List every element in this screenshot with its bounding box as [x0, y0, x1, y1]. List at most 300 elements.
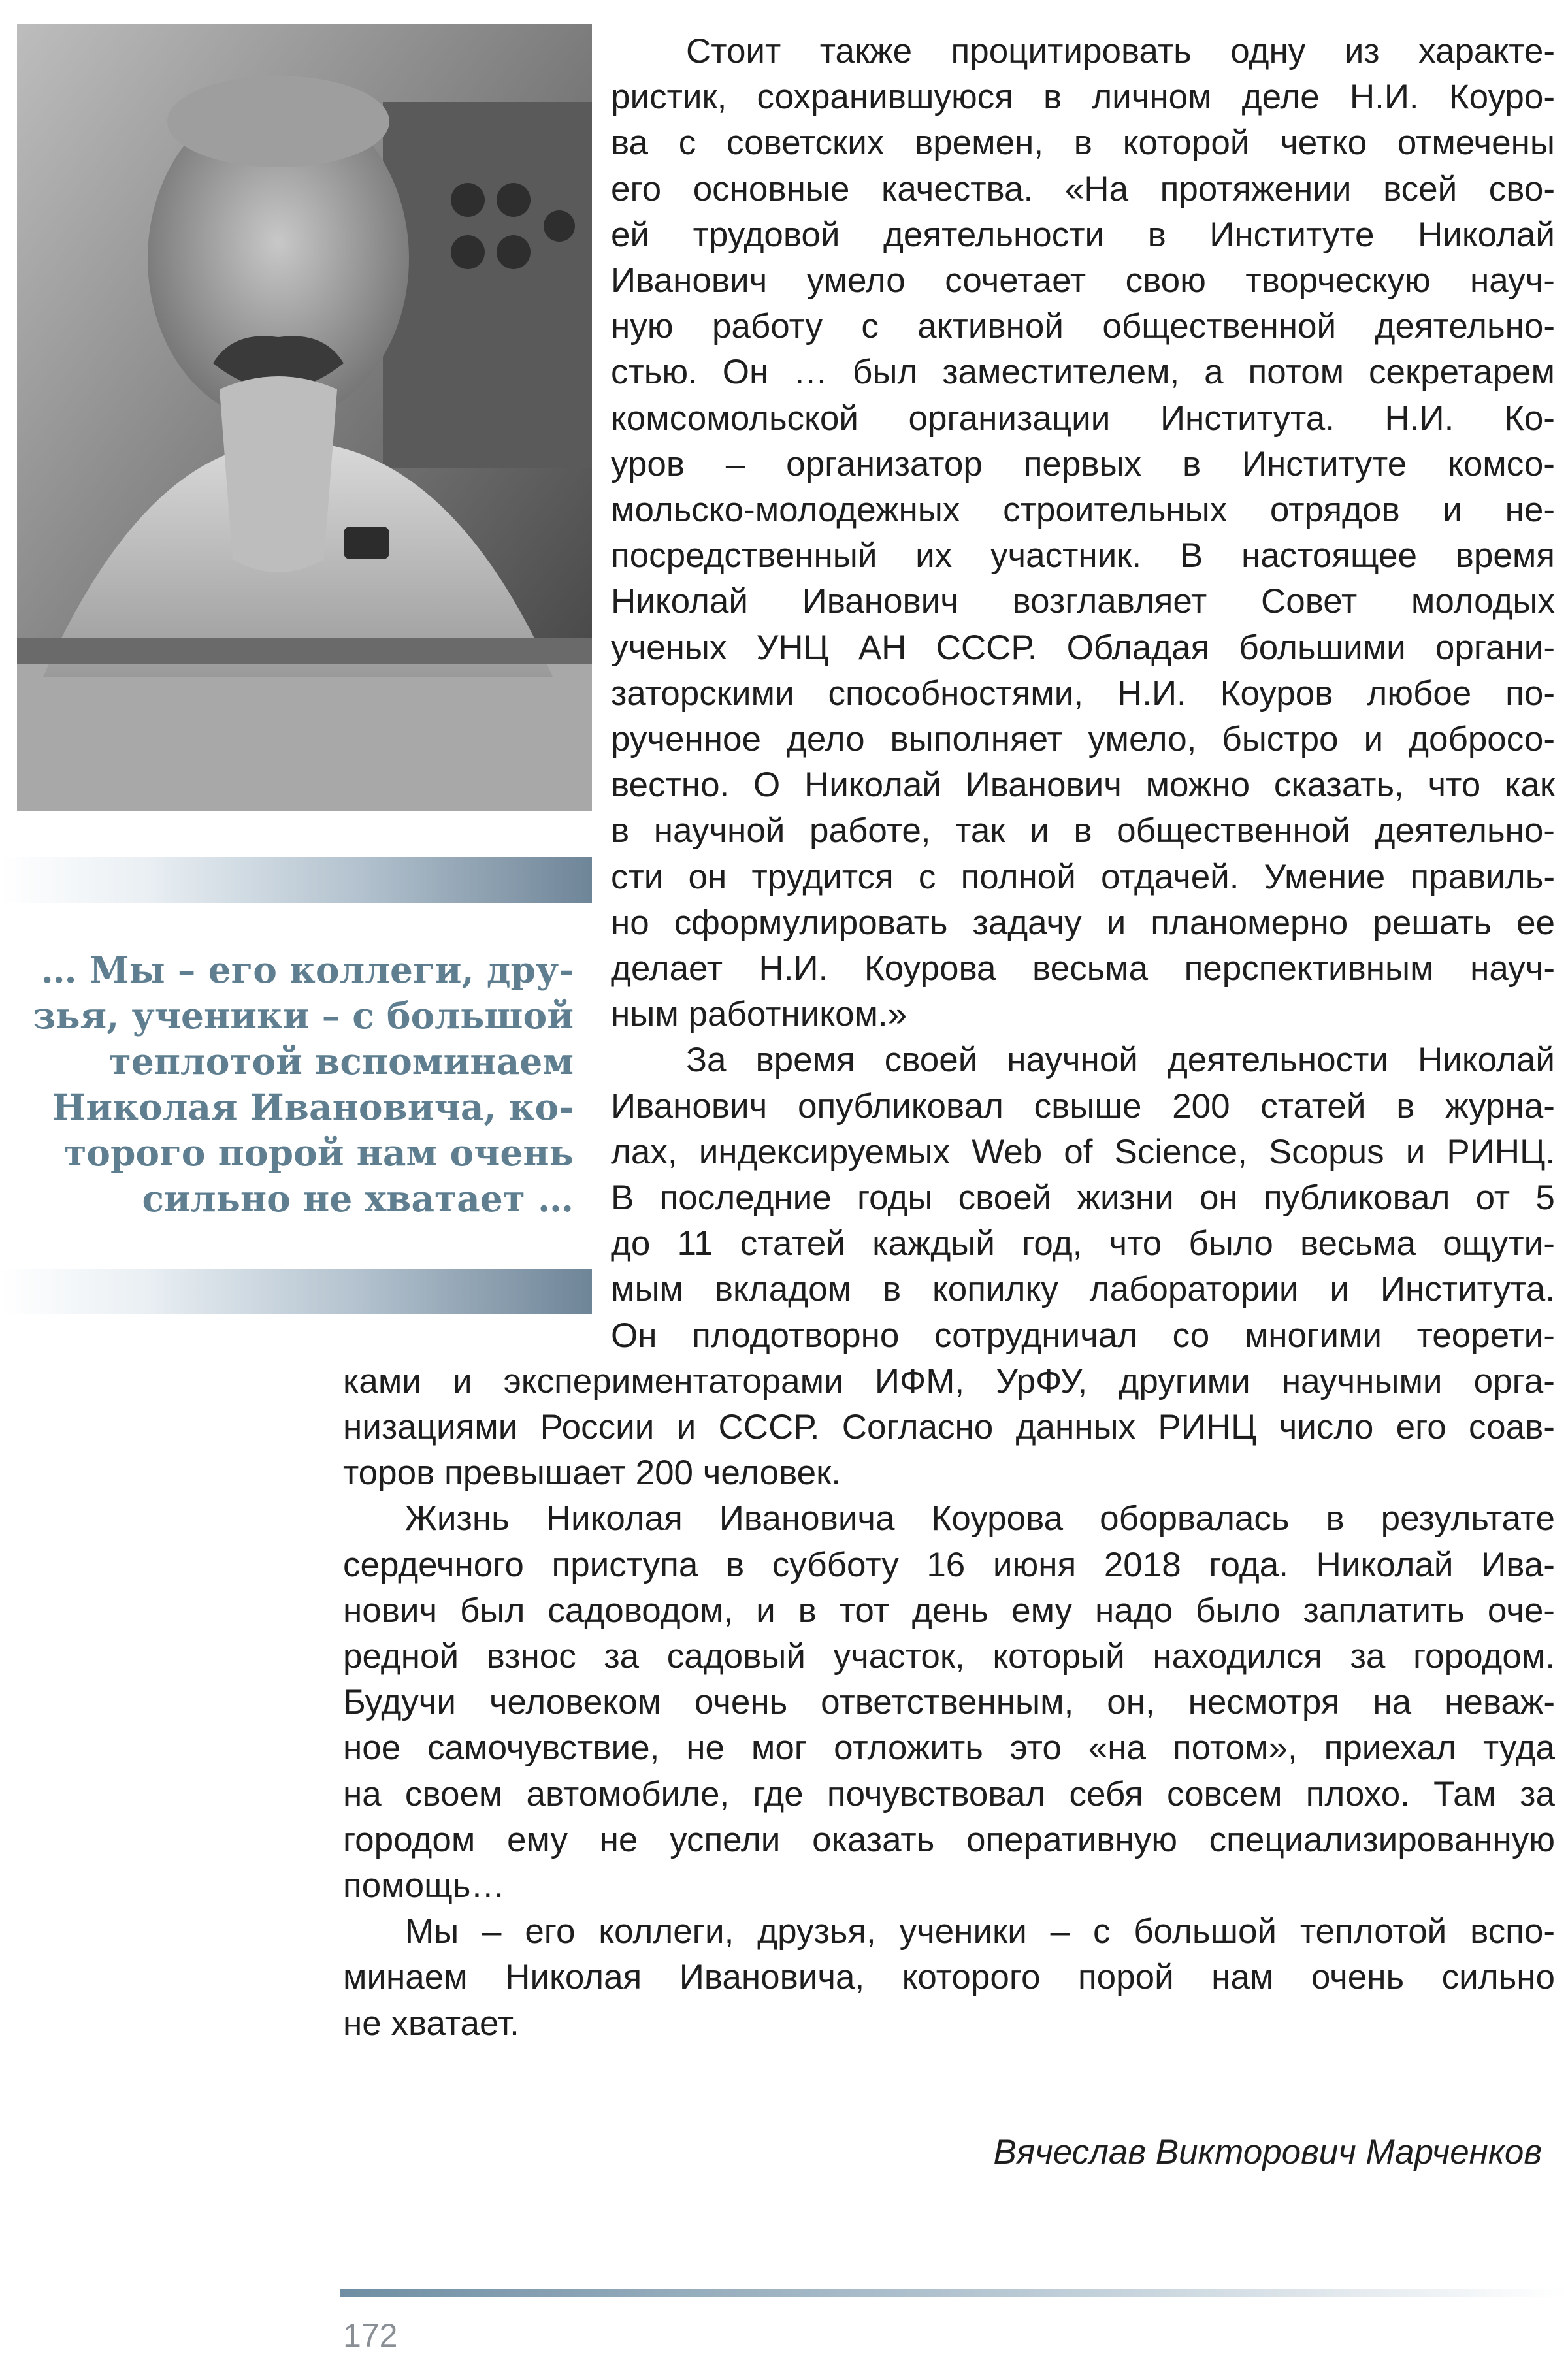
- body-word: Института.: [1160, 399, 1335, 438]
- body-word: Обладая: [1066, 628, 1210, 667]
- author-signature: Вячеслав Викторович Марченков: [993, 2133, 1542, 2172]
- body-word: туда: [1482, 1729, 1555, 1768]
- body-word: участок,: [833, 1637, 965, 1676]
- body-word: сохранившуюся: [757, 78, 1013, 117]
- body-word: В: [611, 1179, 634, 1217]
- body-line: [611, 167, 1555, 212]
- body-word: орга-: [1473, 1361, 1555, 1401]
- body-line: [611, 74, 1555, 120]
- body-word: всей: [1383, 169, 1458, 208]
- body-word: за: [1520, 1774, 1555, 1814]
- body-line: [611, 304, 1555, 350]
- body-word: не: [599, 1820, 638, 1859]
- body-word: городом.: [1413, 1637, 1555, 1676]
- body-word: Николай: [1418, 215, 1555, 254]
- body-word: с: [678, 123, 696, 163]
- pull-quote-line: теплотой вспоминаем: [108, 1040, 574, 1082]
- body-word: За: [686, 1041, 727, 1080]
- body-line: [343, 1725, 1555, 1771]
- body-word: Н.И.: [1117, 674, 1186, 713]
- body-word: минаем: [343, 1958, 468, 1997]
- body-word: «на: [1088, 1729, 1146, 1768]
- body-word: который: [992, 1637, 1125, 1676]
- body-word: первых: [1023, 444, 1142, 483]
- body-word: было: [1188, 1224, 1273, 1263]
- body-word: вспо-: [1470, 1912, 1555, 1951]
- body-line: [611, 120, 1555, 166]
- body-word: В: [1179, 536, 1203, 576]
- body-word: и: [756, 1591, 776, 1630]
- body-line: [611, 625, 1555, 671]
- body-word: Институте: [1209, 215, 1375, 254]
- body-word: совсем: [1166, 1774, 1282, 1814]
- body-word: городом: [343, 1820, 476, 1859]
- body-word: садовый: [666, 1637, 806, 1676]
- body-word: решать: [1373, 903, 1492, 942]
- body-line: [611, 808, 1555, 854]
- body-word: и: [1106, 903, 1126, 942]
- body-word: органи-: [1435, 628, 1555, 667]
- body-line: [343, 1680, 1555, 1725]
- body-word: Николай: [1316, 1545, 1454, 1584]
- body-line: [343, 2001, 1555, 2047]
- body-word: их: [915, 536, 953, 576]
- body-word: соав-: [1469, 1408, 1555, 1446]
- body-word: активной: [917, 307, 1064, 346]
- body-word: сказать,: [1273, 766, 1404, 805]
- body-word: качества.: [881, 169, 1034, 208]
- body-line: [611, 762, 1555, 808]
- body-word: из: [1344, 32, 1380, 71]
- body-word: от: [1475, 1179, 1511, 1217]
- body-word: неваж-: [1445, 1683, 1555, 1722]
- body-word: нович: [343, 1591, 438, 1630]
- body-word: плодотворно: [692, 1316, 900, 1355]
- body-word: Иванович: [965, 766, 1122, 805]
- body-word: в: [1147, 215, 1166, 254]
- body-word: нам: [1211, 1958, 1274, 1997]
- body-word: сотрудничал: [934, 1316, 1138, 1355]
- body-word: что: [1109, 1224, 1162, 1263]
- body-word: в: [1073, 123, 1092, 163]
- body-word: научной: [1007, 1041, 1138, 1080]
- body-word: Будучи: [343, 1683, 457, 1722]
- body-line-text: не хватает.: [343, 2004, 519, 2043]
- body-word: Николая: [546, 1499, 683, 1538]
- body-word: взнос: [486, 1637, 576, 1676]
- body-word: УНЦ: [756, 628, 829, 667]
- body-line: [343, 1817, 1555, 1863]
- body-word: так: [955, 811, 1005, 851]
- body-line: [611, 1084, 1555, 1130]
- body-line: [611, 1267, 1555, 1312]
- body-word: вестно.: [611, 766, 730, 805]
- pull-quote-line: торого порой нам очень: [64, 1131, 574, 1174]
- body-line: [405, 1909, 1555, 1955]
- body-line: [343, 1450, 1555, 1496]
- body-word: Н.И.: [1384, 399, 1454, 438]
- body-word: теорети-: [1416, 1316, 1555, 1355]
- body-word: заместителем,: [942, 353, 1180, 392]
- body-word: оче-: [1487, 1591, 1555, 1630]
- body-word: день: [911, 1591, 989, 1630]
- pull-quote-line: сильно не хватает …: [142, 1177, 574, 1220]
- body-word: несмотря: [1188, 1683, 1340, 1722]
- body-word: он: [1199, 1179, 1238, 1217]
- body-word: умело: [806, 261, 906, 300]
- body-word: планомерно: [1151, 903, 1348, 942]
- body-word: его: [1396, 1408, 1446, 1446]
- body-word: садоводом,: [547, 1591, 734, 1630]
- body-word: до: [611, 1224, 651, 1263]
- body-word: сформулировать: [674, 903, 948, 942]
- body-word: Коуро-: [1448, 78, 1555, 117]
- body-word: в: [611, 811, 630, 851]
- body-word: Он: [611, 1316, 657, 1355]
- body-word: редной: [343, 1637, 459, 1676]
- body-line: [343, 1542, 1555, 1588]
- body-line: [611, 487, 1555, 533]
- body-word: выполняет: [890, 720, 1063, 758]
- body-word: ее: [1516, 903, 1555, 942]
- body-word: на: [1373, 1683, 1412, 1722]
- body-word: деле: [1241, 78, 1320, 117]
- body-line: [343, 1588, 1555, 1634]
- body-word: Николай: [611, 582, 748, 621]
- pull-quote: [7, 947, 574, 1222]
- body-word: в: [882, 1270, 902, 1309]
- body-word: что: [1428, 766, 1481, 805]
- body-word: деятельно-: [1375, 307, 1555, 346]
- body-word: протяжении: [1160, 169, 1352, 208]
- body-word: творческую: [1245, 261, 1431, 300]
- body-word: СССР.: [718, 1408, 820, 1446]
- body-word: четко: [1280, 123, 1367, 163]
- body-word: Ко-: [1503, 399, 1555, 438]
- body-word: 16: [926, 1545, 966, 1584]
- body-word: и: [1443, 491, 1462, 529]
- body-word: он: [688, 857, 727, 896]
- body-line: [611, 579, 1555, 625]
- body-word: процитировать: [951, 32, 1192, 71]
- body-word: комсомольской: [611, 399, 858, 438]
- body-word: где: [753, 1774, 804, 1814]
- body-word: Умение: [1264, 857, 1386, 896]
- body-word: потом: [1248, 353, 1345, 392]
- body-word: 11: [677, 1224, 713, 1263]
- body-word: данных: [1015, 1408, 1136, 1446]
- body-word: Ивановича: [719, 1499, 895, 1538]
- body-word: был: [853, 353, 918, 392]
- body-word: Иванович: [802, 582, 958, 621]
- body-word: Жизнь: [405, 1499, 510, 1538]
- body-word: России: [540, 1408, 655, 1446]
- body-word: рученное: [611, 720, 761, 758]
- body-word: свою: [1125, 261, 1206, 300]
- body-word: задачу: [972, 903, 1082, 942]
- body-word: отмечены: [1397, 123, 1555, 163]
- body-word: делает: [611, 949, 723, 988]
- body-word: науч-: [1470, 949, 1555, 988]
- body-word: Иванович: [611, 1086, 768, 1126]
- portrait-photo: [17, 24, 592, 811]
- body-word: экспериментаторами: [503, 1361, 843, 1401]
- body-word: в: [1073, 811, 1092, 851]
- body-word: заторскими: [611, 674, 794, 713]
- body-word: и: [1364, 720, 1384, 758]
- body-word: уров: [611, 444, 685, 483]
- body-word: организации: [908, 399, 1111, 438]
- body-word: опубликовал: [797, 1086, 1004, 1126]
- body-word: ему: [506, 1820, 568, 1859]
- body-word: Николая: [505, 1958, 642, 1997]
- body-word: за: [1350, 1637, 1386, 1676]
- body-word: Мы: [405, 1912, 459, 1951]
- body-word: плохо.: [1305, 1774, 1410, 1814]
- body-word: АН: [858, 628, 907, 667]
- body-word: научной: [653, 811, 785, 851]
- body-line: [611, 1175, 1555, 1221]
- body-word: сердечного: [343, 1545, 524, 1584]
- body-line-text: помощь…: [343, 1866, 506, 1905]
- body-word: –: [482, 1912, 502, 1951]
- body-word: своей: [958, 1179, 1052, 1217]
- body-line: [343, 1955, 1555, 2000]
- body-word: жизни: [1077, 1179, 1174, 1217]
- body-word: 5: [1535, 1179, 1555, 1217]
- body-word: в: [1043, 78, 1062, 117]
- body-word: человеком: [489, 1683, 661, 1722]
- quote-band-top: [0, 857, 592, 903]
- body-line: [611, 900, 1555, 946]
- body-word: работе,: [809, 811, 931, 851]
- body-word: Коуров: [1220, 674, 1333, 713]
- body-word: ками: [343, 1361, 421, 1401]
- body-word: по-: [1505, 674, 1555, 713]
- body-word: Web: [972, 1132, 1043, 1171]
- body-word: индексируемых: [698, 1132, 951, 1171]
- body-word: Scopus: [1268, 1132, 1384, 1171]
- body-word: секретарем: [1369, 353, 1555, 392]
- body-word: of: [1064, 1132, 1093, 1171]
- body-word: деятельности: [883, 215, 1105, 254]
- body-line-text: ным работником.»: [611, 995, 907, 1034]
- body-word: с: [1092, 1912, 1111, 1951]
- body-word: добросо-: [1409, 720, 1555, 758]
- body-line: [611, 533, 1555, 579]
- body-word: год,: [1022, 1224, 1083, 1263]
- body-word: ва: [611, 123, 649, 163]
- body-word: характе-: [1418, 32, 1555, 71]
- body-word: умело,: [1088, 720, 1197, 758]
- body-word: УрФУ,: [996, 1361, 1088, 1401]
- body-word: СССР.: [936, 628, 1037, 667]
- body-word: своем: [404, 1774, 503, 1814]
- body-word: –: [725, 444, 745, 483]
- body-line: [343, 1634, 1555, 1680]
- body-word: лаборатории: [1089, 1270, 1299, 1309]
- body-line: [611, 1130, 1555, 1175]
- body-word: ИФМ,: [874, 1361, 965, 1401]
- body-line: [611, 1221, 1555, 1267]
- body-word: любое: [1367, 674, 1472, 713]
- body-word: О: [753, 766, 781, 805]
- body-word: как: [1504, 766, 1555, 805]
- body-word: другими: [1119, 1361, 1250, 1401]
- body-word: тот: [839, 1591, 889, 1630]
- body-word: в: [1326, 1499, 1345, 1538]
- body-word: сво-: [1488, 169, 1555, 208]
- body-word: Там: [1433, 1774, 1496, 1814]
- body-word: субботу: [772, 1545, 899, 1584]
- body-word: Николай: [1418, 1041, 1555, 1080]
- body-word: порой: [1077, 1958, 1174, 1997]
- body-word: деятельности: [1167, 1041, 1389, 1080]
- quote-band-bottom: [0, 1269, 592, 1314]
- body-word: с: [861, 307, 879, 346]
- body-word: мым: [611, 1270, 683, 1309]
- body-word: большой: [1134, 1912, 1277, 1951]
- body-word: Коурова: [931, 1499, 1064, 1538]
- portrait-illustration: [17, 24, 592, 811]
- body-word: число: [1279, 1408, 1374, 1446]
- body-word: низациями: [343, 1408, 518, 1446]
- body-word: также: [819, 32, 913, 71]
- body-word: был: [460, 1591, 525, 1630]
- body-word: время: [1455, 536, 1555, 576]
- body-line: [405, 1496, 1555, 1542]
- body-line: [686, 29, 1555, 74]
- body-line: [343, 1772, 1555, 1817]
- body-word: времен,: [915, 123, 1044, 163]
- body-word: со: [1172, 1316, 1210, 1355]
- body-word: находился: [1152, 1637, 1322, 1676]
- body-word: основные: [693, 169, 850, 208]
- body-word: результате: [1380, 1499, 1555, 1538]
- body-word: весьма: [1032, 949, 1149, 988]
- body-line: [611, 1313, 1555, 1359]
- body-word: Он: [722, 353, 769, 392]
- body-line: [611, 992, 1555, 1037]
- body-word: статей: [740, 1224, 845, 1263]
- body-word: Ива-: [1481, 1545, 1555, 1584]
- body-word: ответственным,: [821, 1683, 1074, 1722]
- body-word: сти: [611, 857, 664, 896]
- body-word: публиковал: [1263, 1179, 1450, 1217]
- body-word: трудовой: [693, 215, 840, 254]
- body-word: июня: [992, 1545, 1077, 1584]
- body-word: свыше: [1034, 1086, 1142, 1126]
- body-word: Ивановича,: [679, 1958, 865, 1997]
- body-word: участник.: [990, 536, 1142, 576]
- body-word: сочетает: [945, 261, 1086, 300]
- body-word: теплотой: [1299, 1912, 1447, 1951]
- body-word: своей: [884, 1041, 978, 1080]
- body-word: одну: [1230, 32, 1306, 71]
- body-word: деятельно-: [1375, 811, 1555, 851]
- body-word: автомобиле,: [526, 1774, 730, 1814]
- body-word: на: [343, 1774, 382, 1814]
- body-word: Николай: [804, 766, 941, 805]
- body-word: Science,: [1114, 1132, 1247, 1171]
- body-word: надо: [1095, 1591, 1173, 1630]
- body-word: это: [1009, 1729, 1062, 1768]
- body-word: и: [453, 1361, 472, 1401]
- body-word: и: [1330, 1270, 1350, 1309]
- body-word: работу: [711, 307, 823, 346]
- body-word: очень: [1311, 1958, 1405, 1997]
- body-line: [611, 442, 1555, 487]
- pull-quote-line: зья, ученики – с большой: [33, 994, 574, 1037]
- body-word: правиль-: [1410, 857, 1555, 896]
- body-line: [686, 1037, 1555, 1083]
- body-word: в: [1396, 1086, 1415, 1126]
- body-word: друзья,: [757, 1912, 876, 1951]
- body-line: [611, 396, 1555, 442]
- page-number: 172: [343, 2317, 398, 2354]
- body-line: [611, 854, 1555, 900]
- body-word: годы: [857, 1179, 933, 1217]
- body-word: оперативную: [966, 1820, 1177, 1859]
- body-word: ное: [343, 1729, 401, 1768]
- body-word: строительных: [1003, 491, 1228, 529]
- body-word: копилку: [932, 1270, 1058, 1309]
- body-word: отдачей.: [1101, 857, 1239, 896]
- body-word: в: [725, 1545, 745, 1584]
- body-line: [611, 212, 1555, 258]
- body-word: ей: [611, 215, 650, 254]
- body-word: журна-: [1445, 1086, 1555, 1126]
- body-word: успели: [670, 1820, 781, 1859]
- body-word: дело: [786, 720, 865, 758]
- body-word: вкладом: [714, 1270, 852, 1309]
- body-word: …: [793, 353, 828, 392]
- body-word: личном: [1092, 78, 1212, 117]
- body-word: настоящее: [1241, 536, 1418, 576]
- body-word: было: [1196, 1591, 1281, 1630]
- body-word: Институте: [1241, 444, 1407, 483]
- body-word: весьма: [1299, 1224, 1416, 1263]
- body-word: ученых: [611, 628, 727, 667]
- body-word: заплатить: [1303, 1591, 1465, 1630]
- body-word: общественной: [1117, 811, 1350, 851]
- body-word: года.: [1209, 1545, 1288, 1584]
- body-word: и: [1405, 1132, 1426, 1171]
- body-word: почувствовал: [826, 1774, 1046, 1814]
- body-word: очень: [694, 1683, 788, 1722]
- body-word: перспективным: [1184, 949, 1434, 988]
- body-word: РИНЦ.: [1446, 1132, 1555, 1171]
- body-word: Н.И.: [759, 949, 828, 988]
- body-line: [611, 717, 1555, 762]
- body-line: [611, 350, 1555, 395]
- body-word: мог: [751, 1729, 808, 1768]
- body-word: его: [611, 169, 662, 208]
- body-word: приступа: [551, 1545, 698, 1584]
- body-word: посредственный: [611, 536, 877, 576]
- body-word: комсо-: [1448, 444, 1555, 483]
- pull-quote-line: Николая Ивановича, ко-: [52, 1086, 574, 1128]
- body-word: в: [798, 1591, 817, 1630]
- body-word: молодых: [1411, 582, 1555, 621]
- body-word: советских: [726, 123, 885, 163]
- body-word: сильно: [1441, 1958, 1555, 1997]
- body-word: Совет: [1260, 582, 1358, 621]
- body-line: [611, 946, 1555, 992]
- body-word: научными: [1281, 1361, 1443, 1401]
- body-word: но: [611, 903, 649, 942]
- body-word: а: [1204, 353, 1224, 392]
